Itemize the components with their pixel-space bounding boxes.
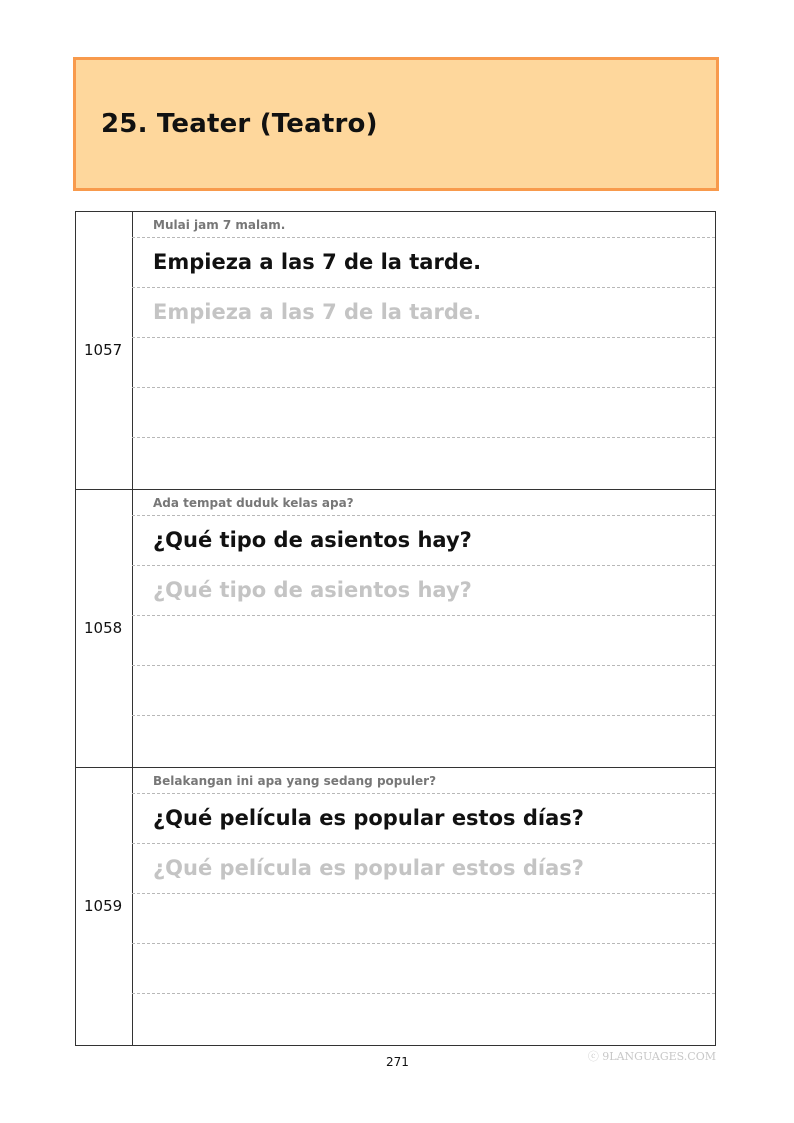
hint-text: Mulai jam 7 malam. <box>153 218 286 232</box>
blank-writing-line <box>132 894 715 944</box>
practice-table <box>75 211 716 1046</box>
page-number: 271 <box>386 1055 409 1069</box>
blank-writing-line <box>132 716 715 766</box>
trace-text: Empieza a las 7 de la tarde. <box>153 300 482 324</box>
trace-line <box>132 844 715 894</box>
entry-lines <box>132 212 716 489</box>
phrase-line <box>132 516 715 566</box>
entry-number: 1059 <box>84 897 123 915</box>
hint-text: Ada tempat duduk kelas apa? <box>153 496 354 510</box>
entry-1057 <box>75 212 716 490</box>
hint-text: Belakangan ini apa yang sedang populer? <box>153 774 437 788</box>
entry-number-cell <box>75 490 133 767</box>
trace-line <box>132 566 715 616</box>
blank-writing-line <box>132 994 715 1044</box>
trace-text: ¿Qué película es popular estos días? <box>153 856 584 880</box>
phrase-line <box>132 238 715 288</box>
hint-line <box>132 212 715 238</box>
phrase-line <box>132 794 715 844</box>
phrase-text: ¿Qué película es popular estos días? <box>153 806 584 830</box>
blank-writing-line <box>132 944 715 994</box>
entry-number-cell <box>75 768 133 1045</box>
trace-line <box>132 288 715 338</box>
chapter-title: 25. Teater (Teatro) <box>101 109 378 139</box>
hint-line <box>132 490 715 516</box>
blank-writing-line <box>132 666 715 716</box>
entry-lines <box>132 768 716 1045</box>
entry-1059 <box>75 768 716 1046</box>
entry-1058 <box>75 490 716 768</box>
chapter-title-box <box>73 57 719 191</box>
entry-lines <box>132 490 716 767</box>
blank-writing-line <box>132 338 715 388</box>
entry-number-cell <box>75 212 133 489</box>
blank-writing-line <box>132 438 715 488</box>
blank-writing-line <box>132 616 715 666</box>
copyright-notice: ⓒ 9LANGUAGES.COM <box>587 1050 716 1063</box>
hint-line <box>132 768 715 794</box>
trace-text: ¿Qué tipo de asientos hay? <box>153 578 472 602</box>
blank-writing-line <box>132 388 715 438</box>
phrase-text: Empieza a las 7 de la tarde. <box>153 250 482 274</box>
phrase-text: ¿Qué tipo de asientos hay? <box>153 528 472 552</box>
entry-number: 1058 <box>84 619 123 637</box>
entry-number: 1057 <box>84 341 123 359</box>
